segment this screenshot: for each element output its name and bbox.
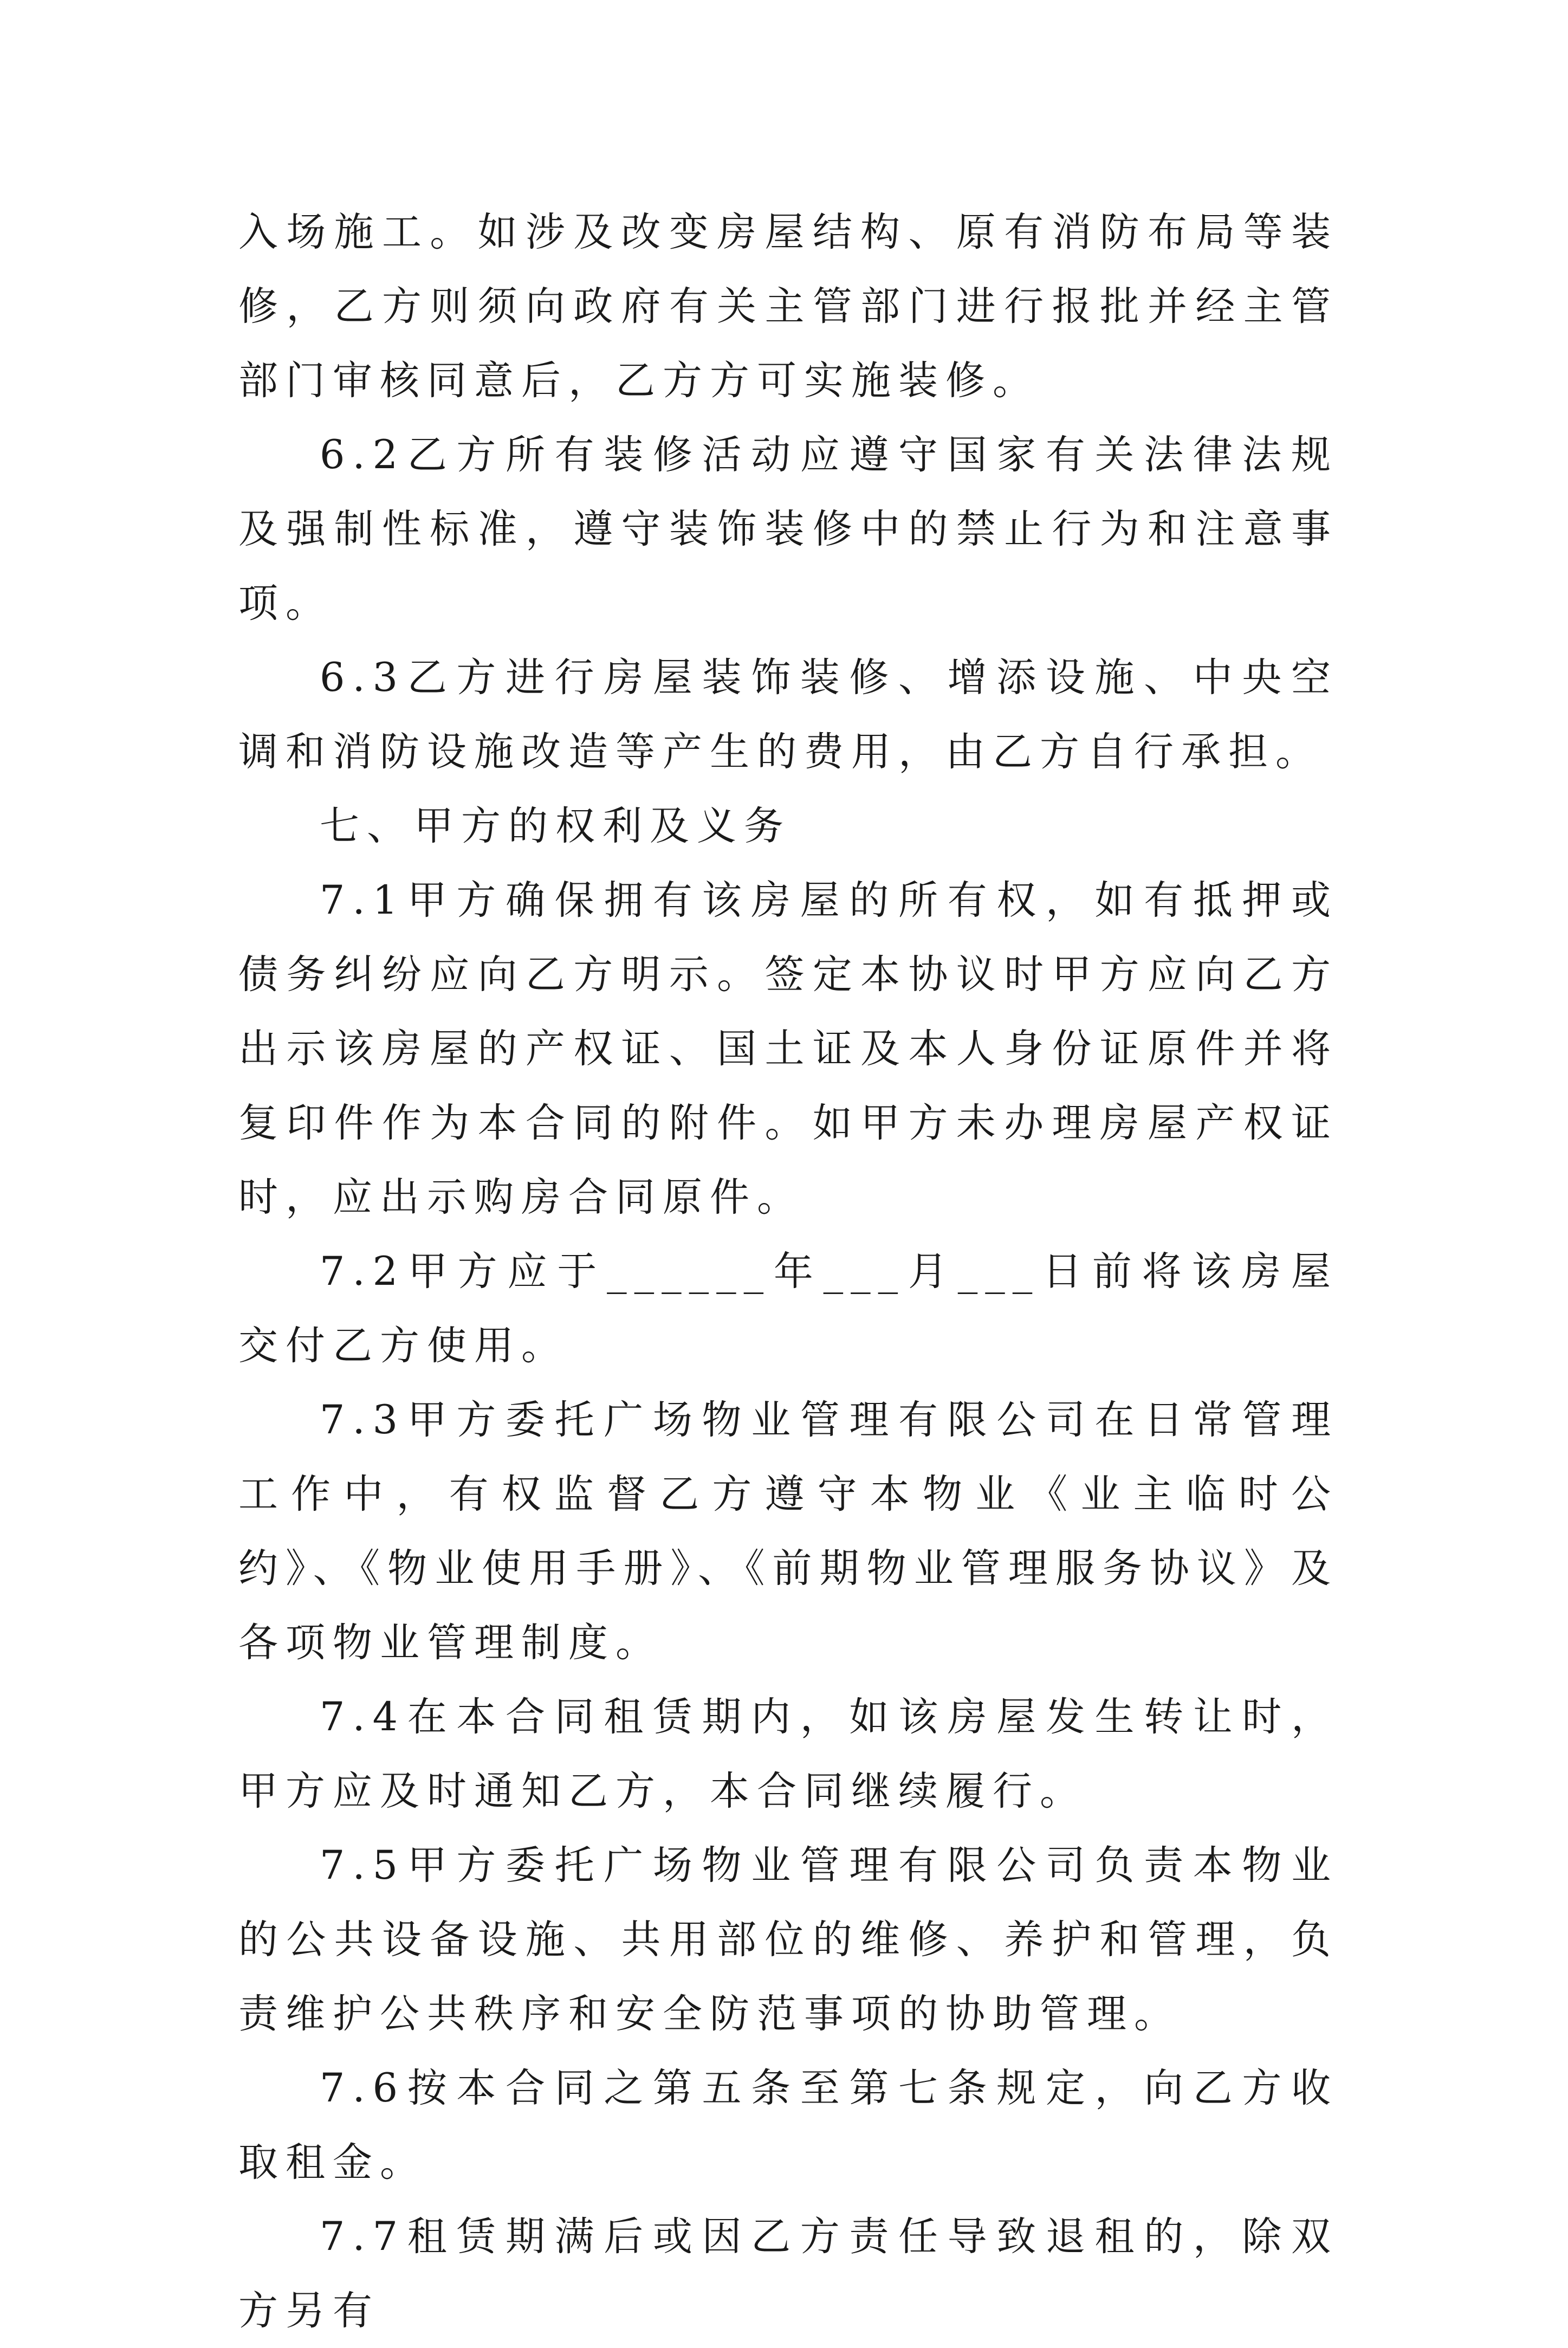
document-body	[238, 195, 1338, 2348]
section-heading-7: 七、甲方的权利及义务	[320, 803, 791, 849]
paragraph-6-2: 6.2乙方所有装修活动应遵守国家有关法律法规及强制性标准，遵守装饰装修中的禁止行为和注意事项。	[238, 432, 1338, 626]
paragraph-7-5: 7.5甲方委托广场物业管理有限公司负责本物业的公共设备设施、共用部位的维修、养护和管理，负责维护公共秩序和安全防范事项的协助管理。	[238, 1842, 1338, 2037]
paragraph-continuation: 入场施工。如涉及改变房屋结构、原有消防布局等装修，乙方则须向政府有关主管部门进行报批并经主管部门审核同意后，乙方方可实施装修。	[238, 209, 1338, 404]
paragraph-7-7: 7.7租赁期满后或因乙方责任导致退租的，除双方另有	[238, 2214, 1338, 2334]
paragraph-6-3: 6.3乙方进行房屋装饰装修、增添设施、中央空调和消防设施改造等产生的费用，由乙方自行承担。	[238, 655, 1338, 775]
paragraph-7-6: 7.6按本合同之第五条至第七条规定，向乙方收取租金。	[238, 2065, 1338, 2185]
paragraph-7-3: 7.3甲方委托广场物业管理有限公司在日常管理工作中，有权监督乙方遵守本物业《业主临时公约》、《物业使用手册》、《前期物业管理服务协议》及各项物业管理制度。	[238, 1397, 1338, 1666]
paragraph-7-4: 7.4在本合同租赁期内，如该房屋发生转让时，甲方应及时通知乙方，本合同继续履行。	[238, 1694, 1338, 1814]
paragraph-7-2: 7.2甲方应于______年___月___日前将该房屋交付乙方使用。	[238, 1249, 1338, 1369]
paragraph-7-1: 7.1甲方确保拥有该房屋的所有权，如有抵押或债务纠纷应向乙方明示。签定本协议时甲方应向乙方出示该房屋的产权证、国土证及本人身份证原件并将复印件作为本合同的附件。如甲方未办理房屋产权证时，应出示购房合同原件。	[238, 877, 1338, 1220]
